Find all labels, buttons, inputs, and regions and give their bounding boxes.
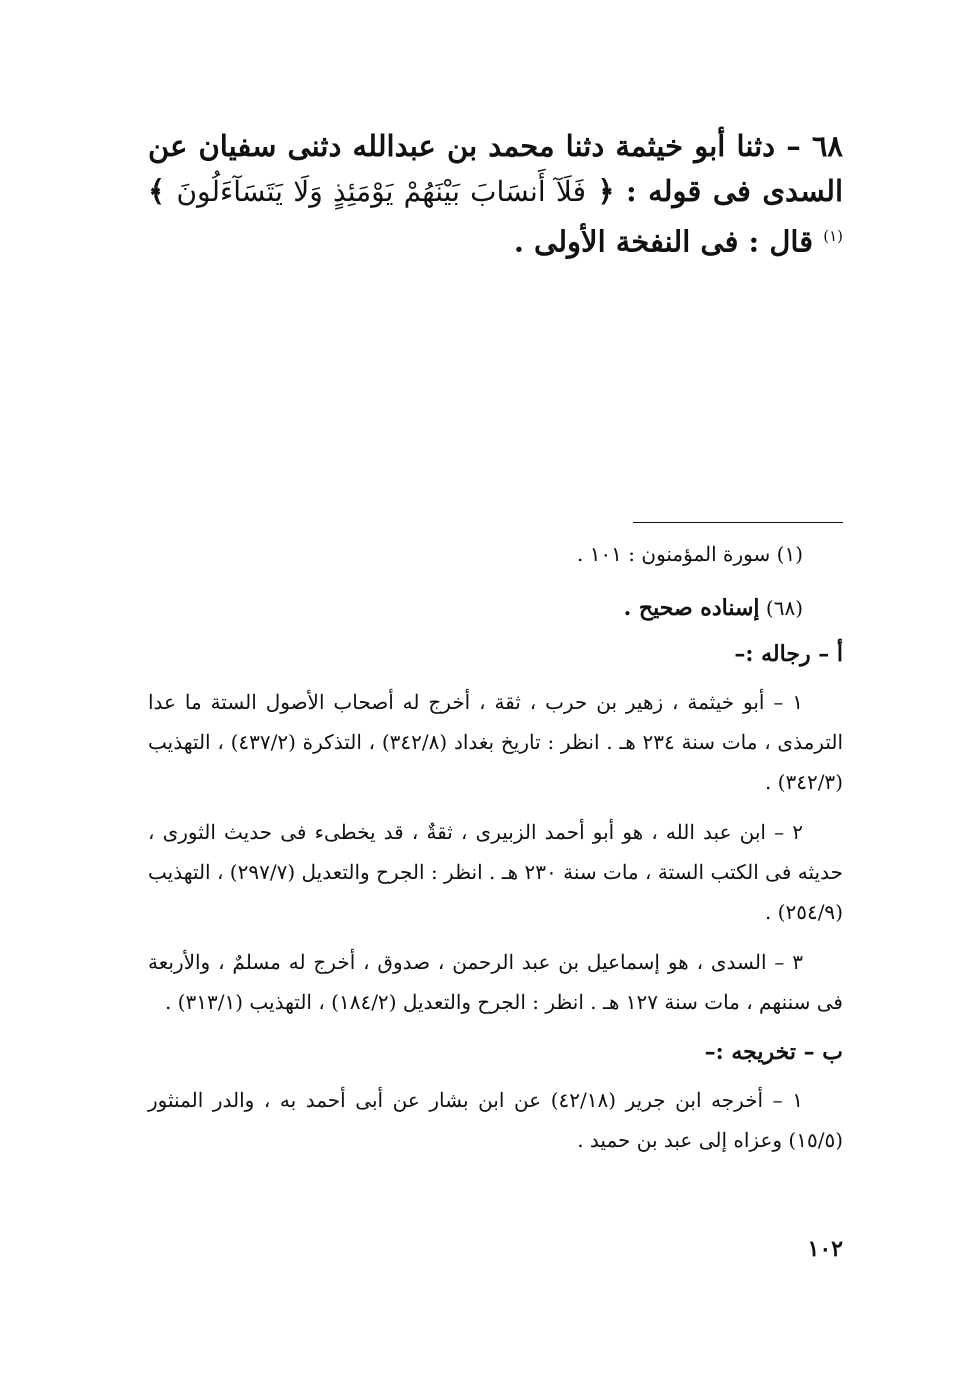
isnad-grading xyxy=(148,588,843,628)
hadith-intro: ٦٨ – دثنا أبو خيثمة دثنا محمد بن عبدالله دثنى سفيان عن السدى فى قوله : ﴿ xyxy=(148,129,844,208)
footnote-separator xyxy=(633,522,843,523)
hadith-text xyxy=(148,124,843,265)
isnad-text: إسناده صحيح . xyxy=(623,595,760,621)
section-rijal-heading: أ – رجاله :– xyxy=(734,641,843,667)
rijal-entry-1: ١ – أبو خيثمة ، زهير بن حرب ، ثقة ، أخرج له أصحاب الأصول الستة ما عدا الترمذى ، مات سنة ٢٣٤ هـ . انظر : تاريخ بغداد (٣٤٢/٨) ، التذكرة (٤٣٧/٢) ، التهذيب (٣٤٢/٣) . xyxy=(148,690,844,794)
footnote-marker: (١) xyxy=(823,227,843,245)
hadith-conclusion: قال : فى النفخة الأولى . xyxy=(513,224,814,259)
isnad-number: (٦٨) xyxy=(765,596,803,620)
rijal-entry-3: ٣ – السدى ، هو إسماعيل بن عبد الرحمن ، صدوق ، أخرج له مسلمٌ ، والأربعة فى سننهم ، مات سنة ١٢٧ هـ . انظر : الجرح والتعديل (١٨٤/٢) ، التهذيب (٣١٣/١) . xyxy=(148,950,843,1014)
quran-verse: فَلَآ أَنسَابَ بَيْنَهُمْ يَوْمَئِذٍ وَلَا يَتَسَآءَلُونَ xyxy=(176,175,586,208)
verse-close-bracket: ﴾ xyxy=(148,174,165,208)
footnote-1: (١) سورة المؤمنون : ١٠١ . xyxy=(576,542,803,566)
section-takhrij-heading: ب – تخريجه :– xyxy=(704,1039,843,1065)
page-number: ١٠٢ xyxy=(807,1236,843,1262)
footnotes-area xyxy=(148,534,843,1170)
takhrij-entry-1: ١ – أخرجه ابن جرير (٤٢/١٨) عن ابن بشار عن أبى أحمد به ، والدر المنثور (١٥/٥) وعزاه إلى عبد بن حميد . xyxy=(148,1088,843,1152)
rijal-entry-2: ٢ – ابن عبد الله ، هو أبو أحمد الزبيرى ، ثقةٌ ، قد يخطىء فى حديث الثورى ، حديثه فى الكتب الستة ، مات سنة ٢٣٠ هـ . انظر : الجرح والتعديل (٢٩٧/٧) ، التهذيب (٢٥٤/٩) . xyxy=(148,820,843,924)
